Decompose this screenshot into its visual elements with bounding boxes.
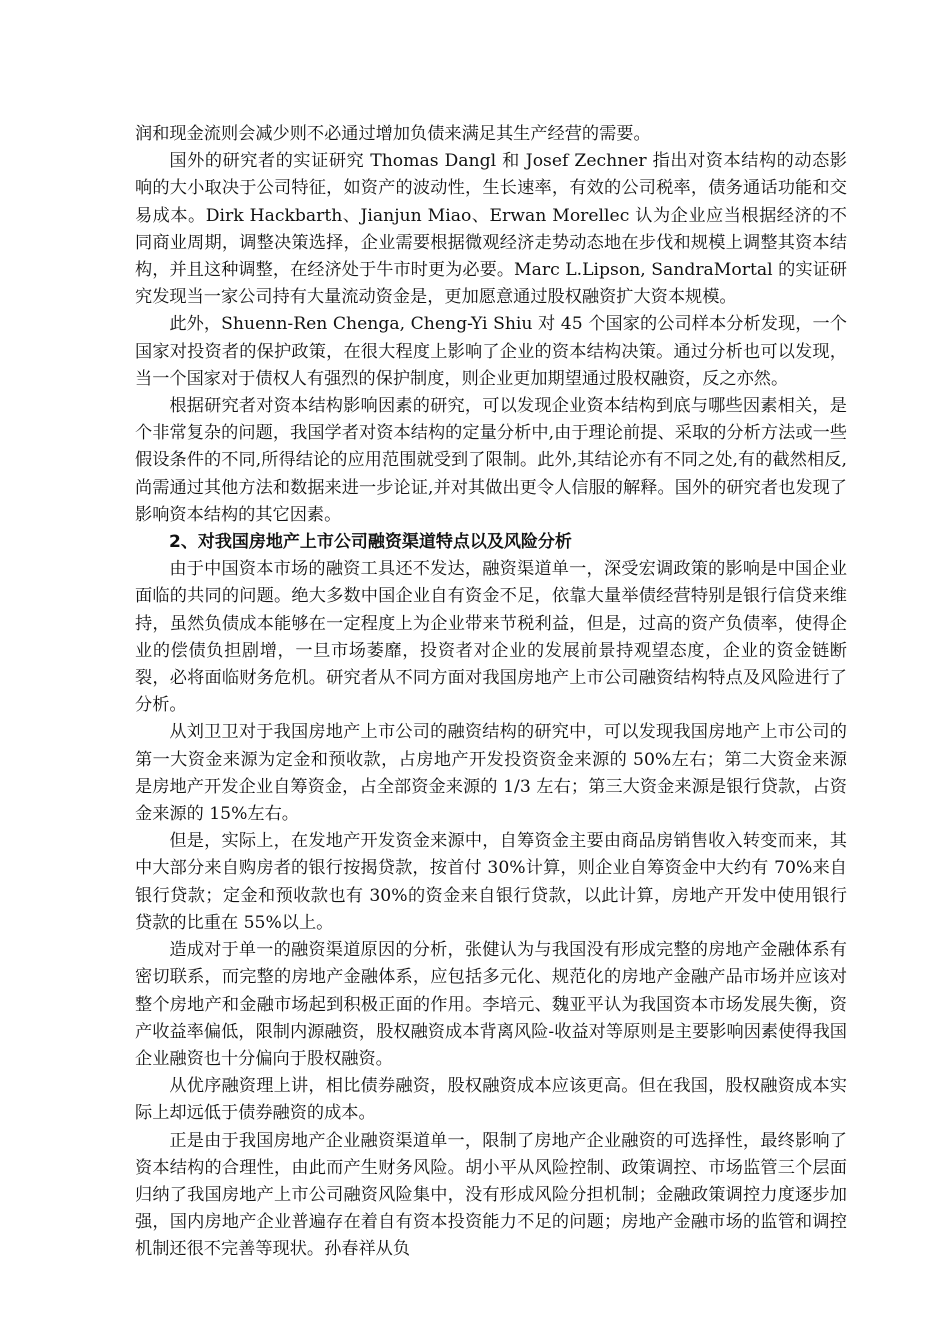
paragraph-bank-loans: 但是，实际上，在发地产开发资金来源中，自筹资金主要由商品房销售收入转变而来，其中大部分来自购房者的银行按揭贷款，按首付 30%计算，则企业自筹资金中大约有 70%来自银行贷款；定金和预收款也有 30%的资金来自银行贷款，以此计算，房地产开发中使用银行贷款的比重在 55%以上。 [135,831,847,933]
paragraph-capital-structure-factors: 根据研究者对资本结构影响因素的研究，可以发现企业资本结构到底与哪些因素相关，是个非常复杂的问题，我国学者对资本结构的定量分析中,由于理论前提、采取的分析方法或一些假设条件的不同,所得结论的应用范围就受到了限制。此外,其结论亦有不同之处,有的截然相反,尚需通过其他方法和数据来进一步论证,并对其做出更令人信服的解释。国外的研究者也发现了影响资本结构的其它因素。 [135,396,847,525]
paragraph-financial-risk: 正是由于我国房地产企业融资渠道单一，限制了房地产企业融资的可选择性，最终影响了资本结构的合理性，由此而产生财务风险。胡小平从风险控制、政策调控、市场监管三个层面归纳了我国房地产上市公司融资风险集中，没有形成风险分担机制；金融政策调控力度逐步加强，国内房地产企业普遍存在着自有资本投资能力不足的问题；房地产金融市场的监管和调控机制还很不完善等现状。孙春祥从负 [135,1130,847,1260]
section-heading: 2、对我国房地产上市公司融资渠道特点以及风险分析 [169,532,572,553]
paragraph-continuation: 润和现金流则会减少则不必通过增加负债来满足其生产经营的需要。 [135,124,651,144]
paragraph-investor-protection: 此外，Shuenn-Ren Chenga, Cheng-Yi Shiu 对 45 个国家的公司样本分析发现，一个国家对投资者的保护政策，在很大程度上影响了企业的资本结构决策。通过分析也可以发现，当一个国家对于债权人有强烈的保护制度，则企业更加期望通过股权融资，反之亦然。 [135,314,847,389]
paragraph-pecking-order: 从优序融资理上讲，相比债券融资，股权融资成本应该更高。但在我国，股权融资成本实际上却远低于债券融资的成本。 [135,1076,847,1124]
paragraph-single-channel-causes: 造成对于单一的融资渠道原因的分析，张健认为与我国没有形成完整的房地产金融体系有密切联系，而完整的房地产金融体系，应包括多元化、规范化的房地产金融产品市场并应该对整个房地产和金融市场起到积极正面的作用。李培元、魏亚平认为我国资本市场发展失衡，资产收益率偏低，限制内源融资，股权融资成本背离风险-收益对等原则是主要影响因素使得我国企业融资也十分偏向于股权融资。 [135,940,847,1069]
paragraph-foreign-research: 国外的研究者的实证研究 Thomas Dangl 和 Josef Zechner 指出对资本结构的动态影响的大小取决于公司特征，如资产的波动性，生长速率，有效的公司税率，债务通话功能和交易成本。Dirk Hackbarth、Jianjun Miao、Erwan Morellec 认为企业应当根据经济的不同商业周期，调整决策选择，企业需要根据微观经济走势动态地在步伐和规模上调整其资本结构，并且这种调整，在经济处于牛市时更为必要。Marc L.Lipson, SandraMortal 的实证研究发现当一家公司持有大量流动资金是，更加愿意通过股权融资扩大资本规模。 [135,151,847,308]
paragraph-financing-channels: 由于中国资本市场的融资工具还不发达，融资渠道单一，深受宏调政策的影响是中国企业面临的共同的问题。绝大多数中国企业自有资金不足，依靠大量举债经营特别是银行信贷来维持，虽然负债成本能够在一定程度上为企业带来节税利益，但是，过高的资产负债率，使得企业的偿债负担剧增，一旦市场萎靡，投资者对企业的发展前景持观望态度，企业的资金链断裂，必将面临财务危机。研究者从不同方面对我国房地产上市公司融资结构特点及风险进行了分析。 [135,559,847,716]
paragraph-funding-sources: 从刘卫卫对于我国房地产上市公司的融资结构的研究中，可以发现我国房地产上市公司的第一大资金来源为定金和预收款，占房地产开发投资资金来源的 50%左右；第二大资金来源是房地产开发企业自筹资金，占全部资金来源的 1/3 左右；第三大资金来源是银行贷款，占资金来源的 15%左右。 [135,722,847,825]
document-body [135,121,847,1264]
